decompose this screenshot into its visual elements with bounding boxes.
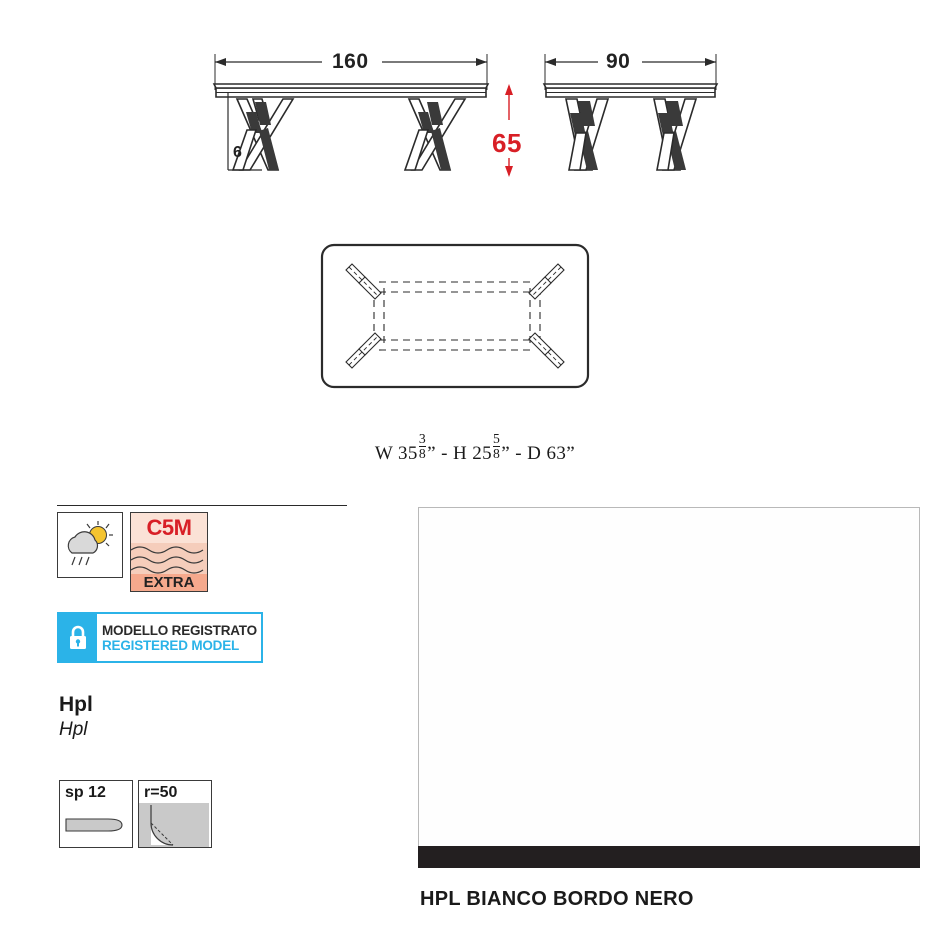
corner-radius-icon: [139, 803, 209, 847]
waves-icon: [131, 542, 205, 576]
weather-resistance-badge: [57, 512, 123, 578]
certification-badges: [57, 512, 208, 592]
side-width-label: 90: [606, 50, 631, 73]
imperial-height-fraction: $\frac{5}{8}$: [493, 431, 501, 461]
imperial-sep-1: - H 25: [441, 443, 493, 465]
corner-radius-spec-label: r=50: [144, 784, 178, 801]
top-view: [322, 245, 588, 387]
c5m-corrosion-badge: [130, 512, 208, 592]
imperial-width-suffix: ”: [427, 443, 436, 465]
imperial-height-suffix: ”: [501, 443, 511, 465]
registered-model-texts: [97, 614, 261, 661]
thickness-spec-label: sp 12: [65, 784, 106, 801]
corner-radius-spec-box: [138, 780, 212, 848]
lock-icon-container: [59, 614, 97, 661]
imperial-dimensions-caption: [0, 432, 950, 465]
imperial-sep-2: - D 63”: [515, 443, 576, 465]
thickness-label: 6: [233, 144, 243, 161]
imperial-width-fraction: $\frac{3}{8}$: [418, 431, 427, 461]
c5m-extra-label: EXTRA: [131, 574, 207, 591]
edge-profile-icon: [60, 809, 130, 843]
section-divider: [57, 505, 347, 506]
side-view: [544, 54, 717, 170]
imperial-width-prefix: W 35: [374, 443, 418, 465]
lock-icon: [67, 625, 89, 651]
product-swatch-caption: HPL BIANCO BORDO NERO: [420, 888, 694, 910]
product-swatch-surface: [418, 507, 920, 855]
c5m-code-area: [131, 513, 207, 543]
height-label: 65: [492, 128, 522, 158]
material-block: [59, 692, 93, 742]
material-name-en: Hpl: [59, 719, 88, 740]
material-name-it: Hpl: [59, 693, 93, 716]
registered-model-it: MODELLO REGISTRATO: [102, 622, 257, 638]
c5m-code: C5M: [146, 515, 192, 540]
product-swatch-edge: [418, 846, 920, 868]
registered-model-badge: [57, 612, 263, 663]
front-width-label: 160: [332, 50, 369, 73]
sun-cloud-rain-icon: [58, 513, 120, 575]
thickness-spec-box: [59, 780, 133, 848]
registered-model-en: REGISTERED MODEL: [102, 637, 240, 653]
spec-boxes: [59, 780, 212, 848]
